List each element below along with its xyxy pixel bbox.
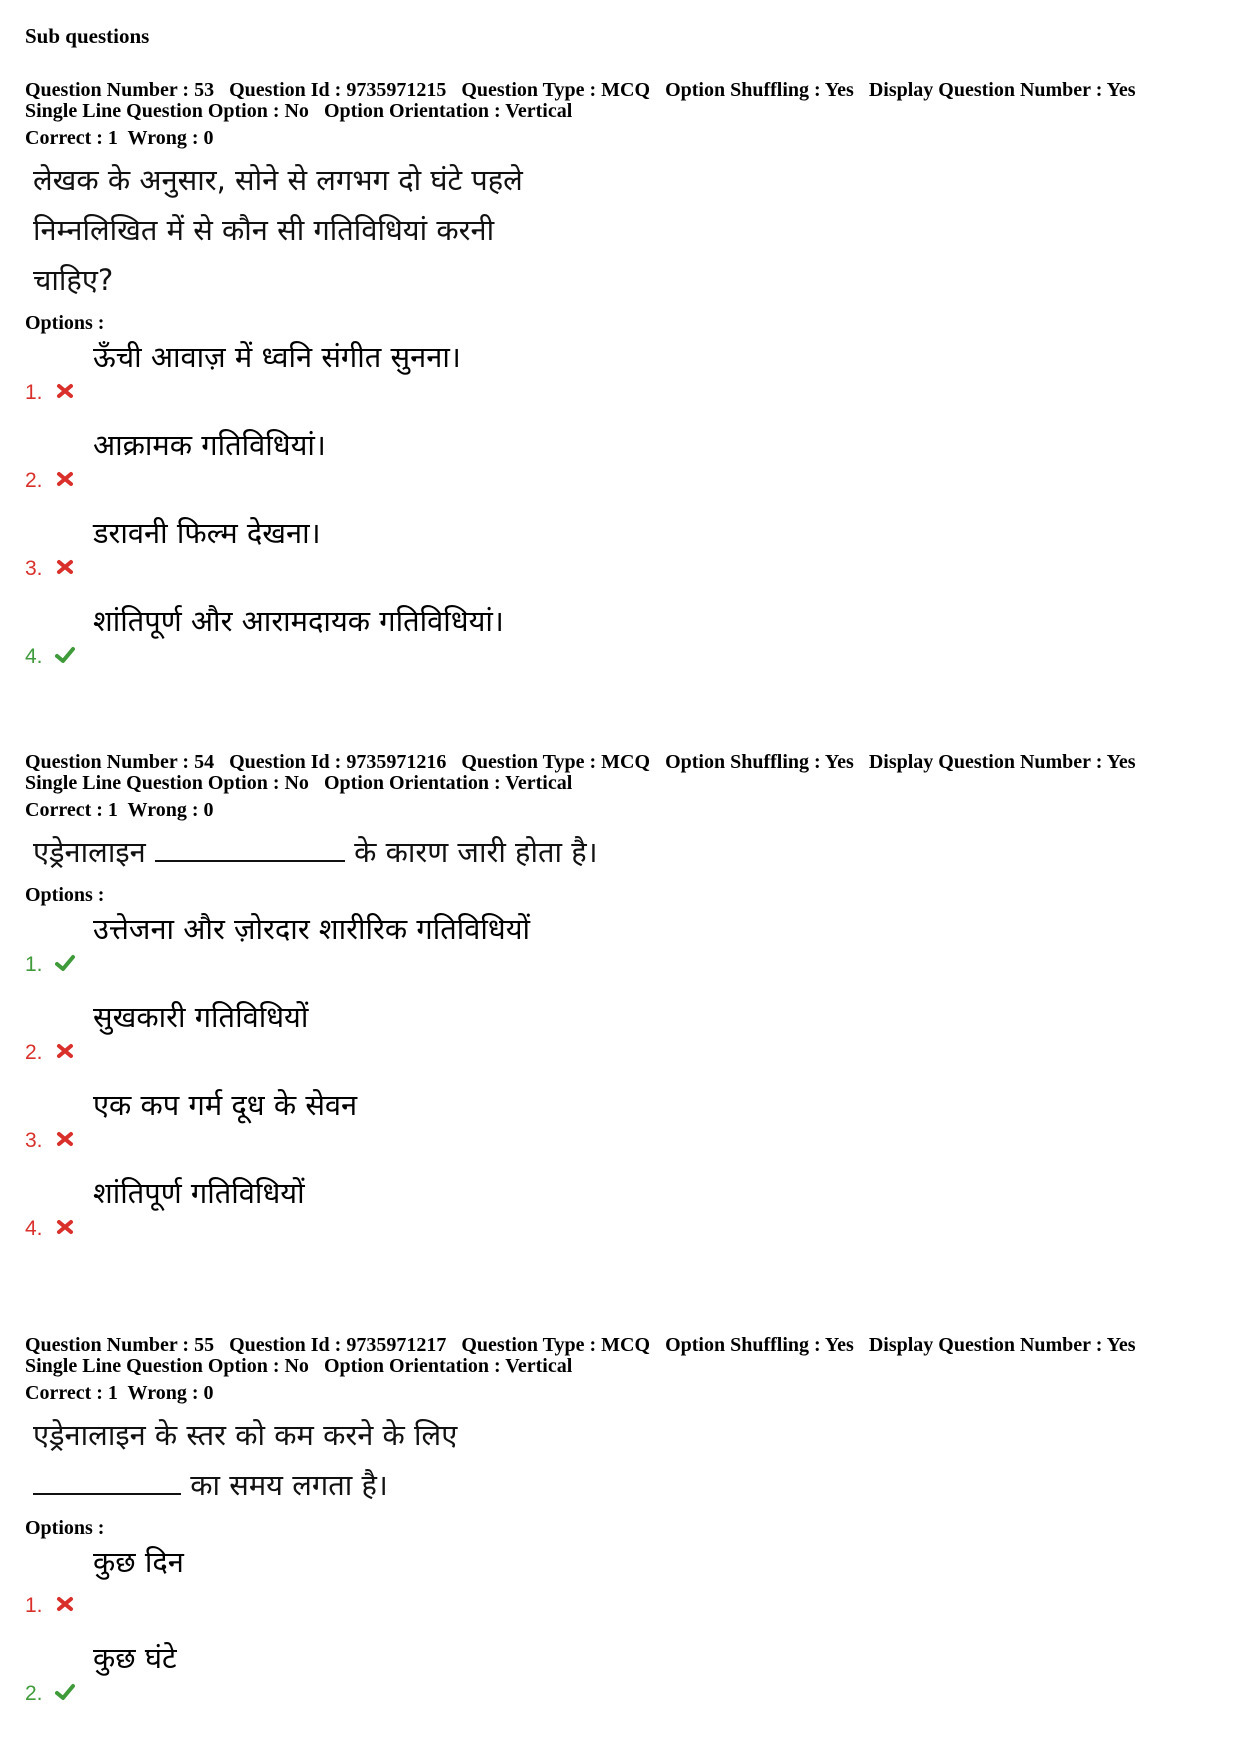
check-icon bbox=[55, 645, 75, 665]
options-label: Options : bbox=[25, 312, 105, 334]
question-block-55 bbox=[25, 1335, 1215, 1724]
answer-blank bbox=[155, 838, 345, 862]
options-label: Options : bbox=[25, 884, 105, 906]
question-id: Question Id : 9735971217 bbox=[229, 1334, 447, 1356]
option-number: 3. bbox=[25, 557, 43, 580]
question-block-54 bbox=[25, 752, 1215, 1259]
question-number: Question Number : 55 bbox=[25, 1334, 215, 1356]
option-orientation: Option Orientation : Vertical bbox=[323, 100, 573, 122]
question-text-line: एड्रेनालाइन के स्तर को कम करने के लिए bbox=[33, 1418, 458, 1452]
question-text-line: लेखक के अनुसार, सोने से लगभग दो घंटे पहले bbox=[33, 163, 523, 197]
marks: Correct : 1 Wrong : 0 bbox=[25, 799, 214, 821]
option-text: ऊँची आवाज़ में ध्वनि संगीत सुनना। bbox=[93, 340, 461, 374]
check-icon bbox=[55, 1682, 75, 1702]
option-number: 4. bbox=[25, 1217, 43, 1240]
option-text: आक्रामक गतिविधियां। bbox=[93, 428, 326, 462]
single-line-option: Single Line Question Option : No bbox=[25, 1355, 309, 1377]
question-text-line bbox=[33, 1460, 1215, 1510]
option-text: उत्तेजना और ज़ोरदार शारीरिक गतिविधियों bbox=[93, 912, 531, 946]
cross-icon bbox=[55, 381, 75, 401]
question-meta-line1 bbox=[25, 752, 1215, 773]
question-type: Question Type : MCQ bbox=[461, 79, 651, 101]
option-item bbox=[25, 1636, 1215, 1724]
cross-icon bbox=[55, 469, 75, 489]
option-text: कुछ दिन bbox=[93, 1545, 184, 1579]
option-shuffling: Option Shuffling : Yes bbox=[665, 751, 854, 773]
option-number: 1. bbox=[25, 953, 43, 976]
cross-icon bbox=[55, 1041, 75, 1061]
option-item bbox=[25, 511, 1215, 599]
option-text: एक कप गर्म दूध के सेवन bbox=[93, 1088, 358, 1122]
question-text bbox=[25, 155, 1215, 305]
question-text-line: चाहिए? bbox=[33, 263, 114, 297]
option-item bbox=[25, 995, 1215, 1083]
option-item bbox=[25, 1540, 1215, 1636]
question-meta-line2 bbox=[25, 1356, 1215, 1377]
question-block-53 bbox=[25, 80, 1215, 687]
question-number: Question Number : 53 bbox=[25, 79, 215, 101]
cross-icon bbox=[55, 1129, 75, 1149]
option-text: शांतिपूर्ण गतिविधियों bbox=[93, 1176, 305, 1210]
display-question-number: Display Question Number : Yes bbox=[868, 751, 1136, 773]
option-text: कुछ घंटे bbox=[93, 1641, 177, 1675]
option-shuffling: Option Shuffling : Yes bbox=[665, 1334, 854, 1356]
question-type: Question Type : MCQ bbox=[461, 1334, 651, 1356]
option-number: 2. bbox=[25, 469, 43, 492]
question-text-post: का समय लगता है। bbox=[190, 1468, 388, 1502]
option-item bbox=[25, 335, 1215, 423]
marks: Correct : 1 Wrong : 0 bbox=[25, 1382, 214, 1404]
option-shuffling: Option Shuffling : Yes bbox=[665, 79, 854, 101]
option-text: डरावनी फिल्म देखना। bbox=[93, 516, 321, 550]
option-text: शांतिपूर्ण और आरामदायक गतिविधियां। bbox=[93, 604, 504, 638]
question-meta-line1 bbox=[25, 1335, 1215, 1356]
option-number: 3. bbox=[25, 1129, 43, 1152]
cross-icon bbox=[55, 557, 75, 577]
question-meta-line1 bbox=[25, 80, 1215, 101]
question-text-line: निम्नलिखित में से कौन सी गतिविधियां करनी bbox=[33, 213, 495, 247]
single-line-option: Single Line Question Option : No bbox=[25, 772, 309, 794]
display-question-number: Display Question Number : Yes bbox=[868, 79, 1136, 101]
option-text: सुखकारी गतिविधियों bbox=[93, 1000, 309, 1034]
option-number: 2. bbox=[25, 1682, 43, 1705]
question-id: Question Id : 9735971215 bbox=[229, 79, 447, 101]
option-item bbox=[25, 599, 1215, 687]
check-icon bbox=[55, 953, 75, 973]
option-item bbox=[25, 1083, 1215, 1171]
option-orientation: Option Orientation : Vertical bbox=[323, 772, 573, 794]
options-label: Options : bbox=[25, 1517, 105, 1539]
question-id: Question Id : 9735971216 bbox=[229, 751, 447, 773]
question-meta-line2 bbox=[25, 101, 1215, 122]
question-text bbox=[25, 1410, 1215, 1510]
question-text-post: के कारण जारी होता है। bbox=[354, 835, 598, 869]
option-number: 1. bbox=[25, 381, 43, 404]
answer-blank bbox=[33, 1471, 181, 1495]
display-question-number: Display Question Number : Yes bbox=[868, 1334, 1136, 1356]
option-orientation: Option Orientation : Vertical bbox=[323, 1355, 573, 1377]
option-item bbox=[25, 907, 1215, 995]
single-line-option: Single Line Question Option : No bbox=[25, 100, 309, 122]
question-text-pre: एड्रेनालाइन bbox=[33, 835, 146, 869]
section-title: Sub questions bbox=[25, 24, 150, 48]
question-text-line bbox=[33, 827, 1215, 877]
option-item bbox=[25, 423, 1215, 511]
question-text bbox=[25, 827, 1215, 877]
question-number: Question Number : 54 bbox=[25, 751, 215, 773]
question-meta-line2 bbox=[25, 773, 1215, 794]
option-number: 4. bbox=[25, 645, 43, 668]
cross-icon bbox=[55, 1594, 75, 1614]
option-number: 2. bbox=[25, 1041, 43, 1064]
option-number: 1. bbox=[25, 1594, 43, 1617]
option-item bbox=[25, 1171, 1215, 1259]
cross-icon bbox=[55, 1217, 75, 1237]
marks: Correct : 1 Wrong : 0 bbox=[25, 127, 214, 149]
question-type: Question Type : MCQ bbox=[461, 751, 651, 773]
